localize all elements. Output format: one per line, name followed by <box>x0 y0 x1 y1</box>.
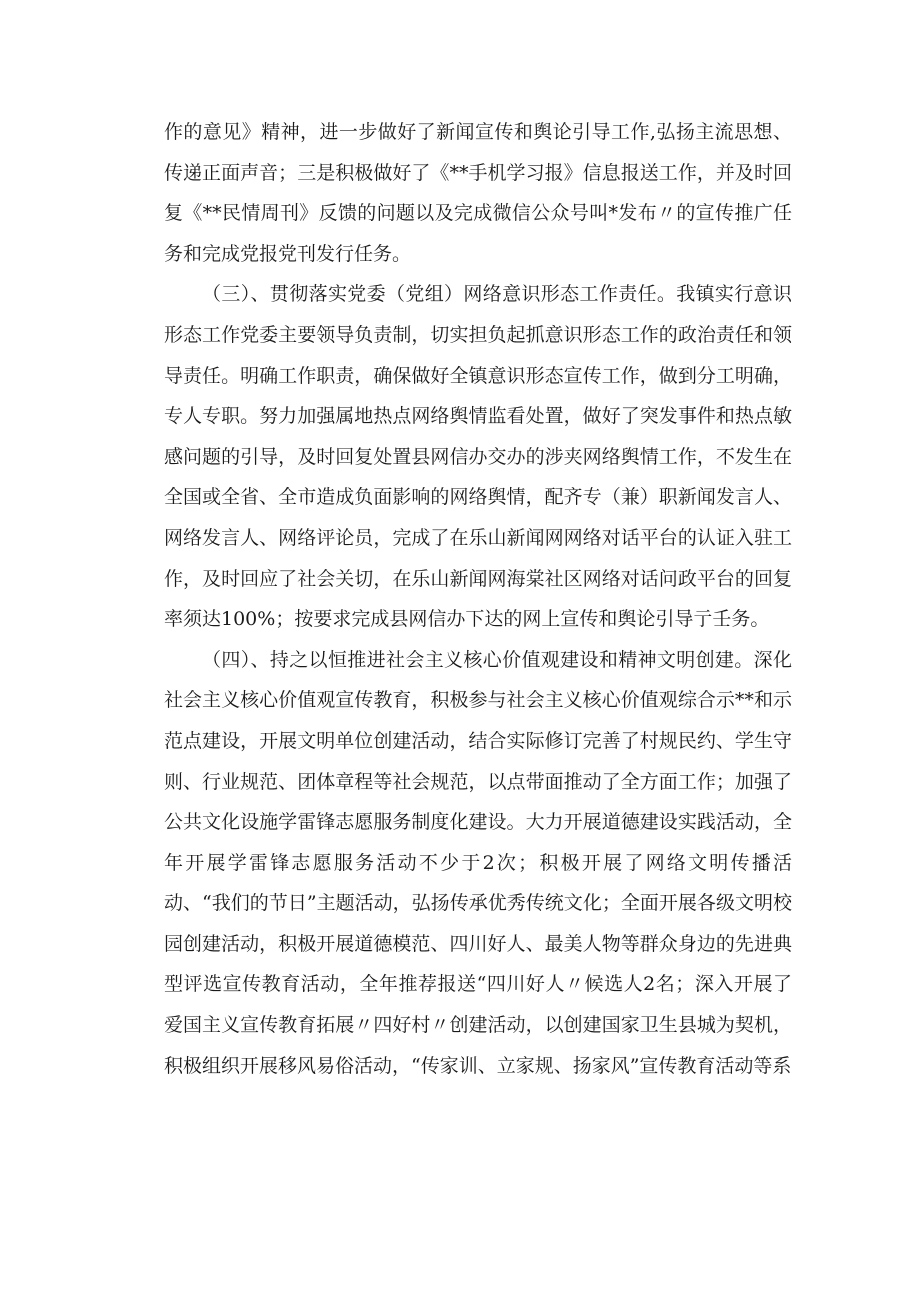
paragraph-section-three: （三）、贯彻落实党委（党组）网络意识形态工作责任。我镇实行意识形态工作党委主要领导负责制，切实担负起抓意识形态工作的政治责任和领导责任。明确工作职责，确保做好全镇意识形态宣传工作，做到分工明确，专人专职。努力加强属地热点网络舆情监看处置，做好了突发事件和热点敏感问题的引导，及时回复处置县网信办交办的涉夹网络舆情工作，不发生在全国或全省、全市造成负面影响的网络舆情，配齐专（兼）职新闻发言人、网络发言人、网络评论员，完成了在乐山新闻网网络对话平台的认证入驻工作，及时回应了社会关切，在乐山新闻网海棠社区网络对话问政平台的回复率须达100%；按要求完成县网信办下达的网上宣传和舆论引导亍壬务。 <box>164 283 792 631</box>
paragraph-section-four: （四）、持之以恒推进社会主义核心价值观建设和精神文明创建。深化社会主义核心价值观宣传教育，积极参与社会主义核心价值观综合示**和示范点建设，开展文明单位创建活动，结合实际修订完善了村规民约、学生守则、行业规范、团体章程等社会规范，以点带面推动了全方面工作；加强了公共文化设施学雷锋志愿服务制度化建设。大力开展道德建设实践活动，全年开展学雷锋志愿服务活动不少于2次；积极开展了网络文明传播活动、“我们的节日”主题活动，弘扬传承优秀传统文化；全面开展各级文明校园创建活动，积极开展道德模范、四川好人、最美人物等群众身边的先进典型评选宣传教育活动，全年推荐报送“四川好人〃候选人2名；深入开展了爱国主义宣传教育拓展〃四好村〃创建活动，以创建国家卫生县城为契机，积极组织开展移风易俗活动，“传家训、立家规、扬家风”宣传教育活动等系 <box>164 648 792 1077</box>
document-body <box>164 112 792 1086</box>
paragraph-continuation: 作的意见》精神，进一步做好了新闻宣传和舆论引导工作,弘扬主流思想、传递正面声音；三是积极做好了《**手机学习报》信息报送工作，并及时回复《**民情周刊》反馈的问题以及完成微信公众号叫*发布〃的宣传推广任务和完成党报党刊发行任务。 <box>164 121 792 265</box>
